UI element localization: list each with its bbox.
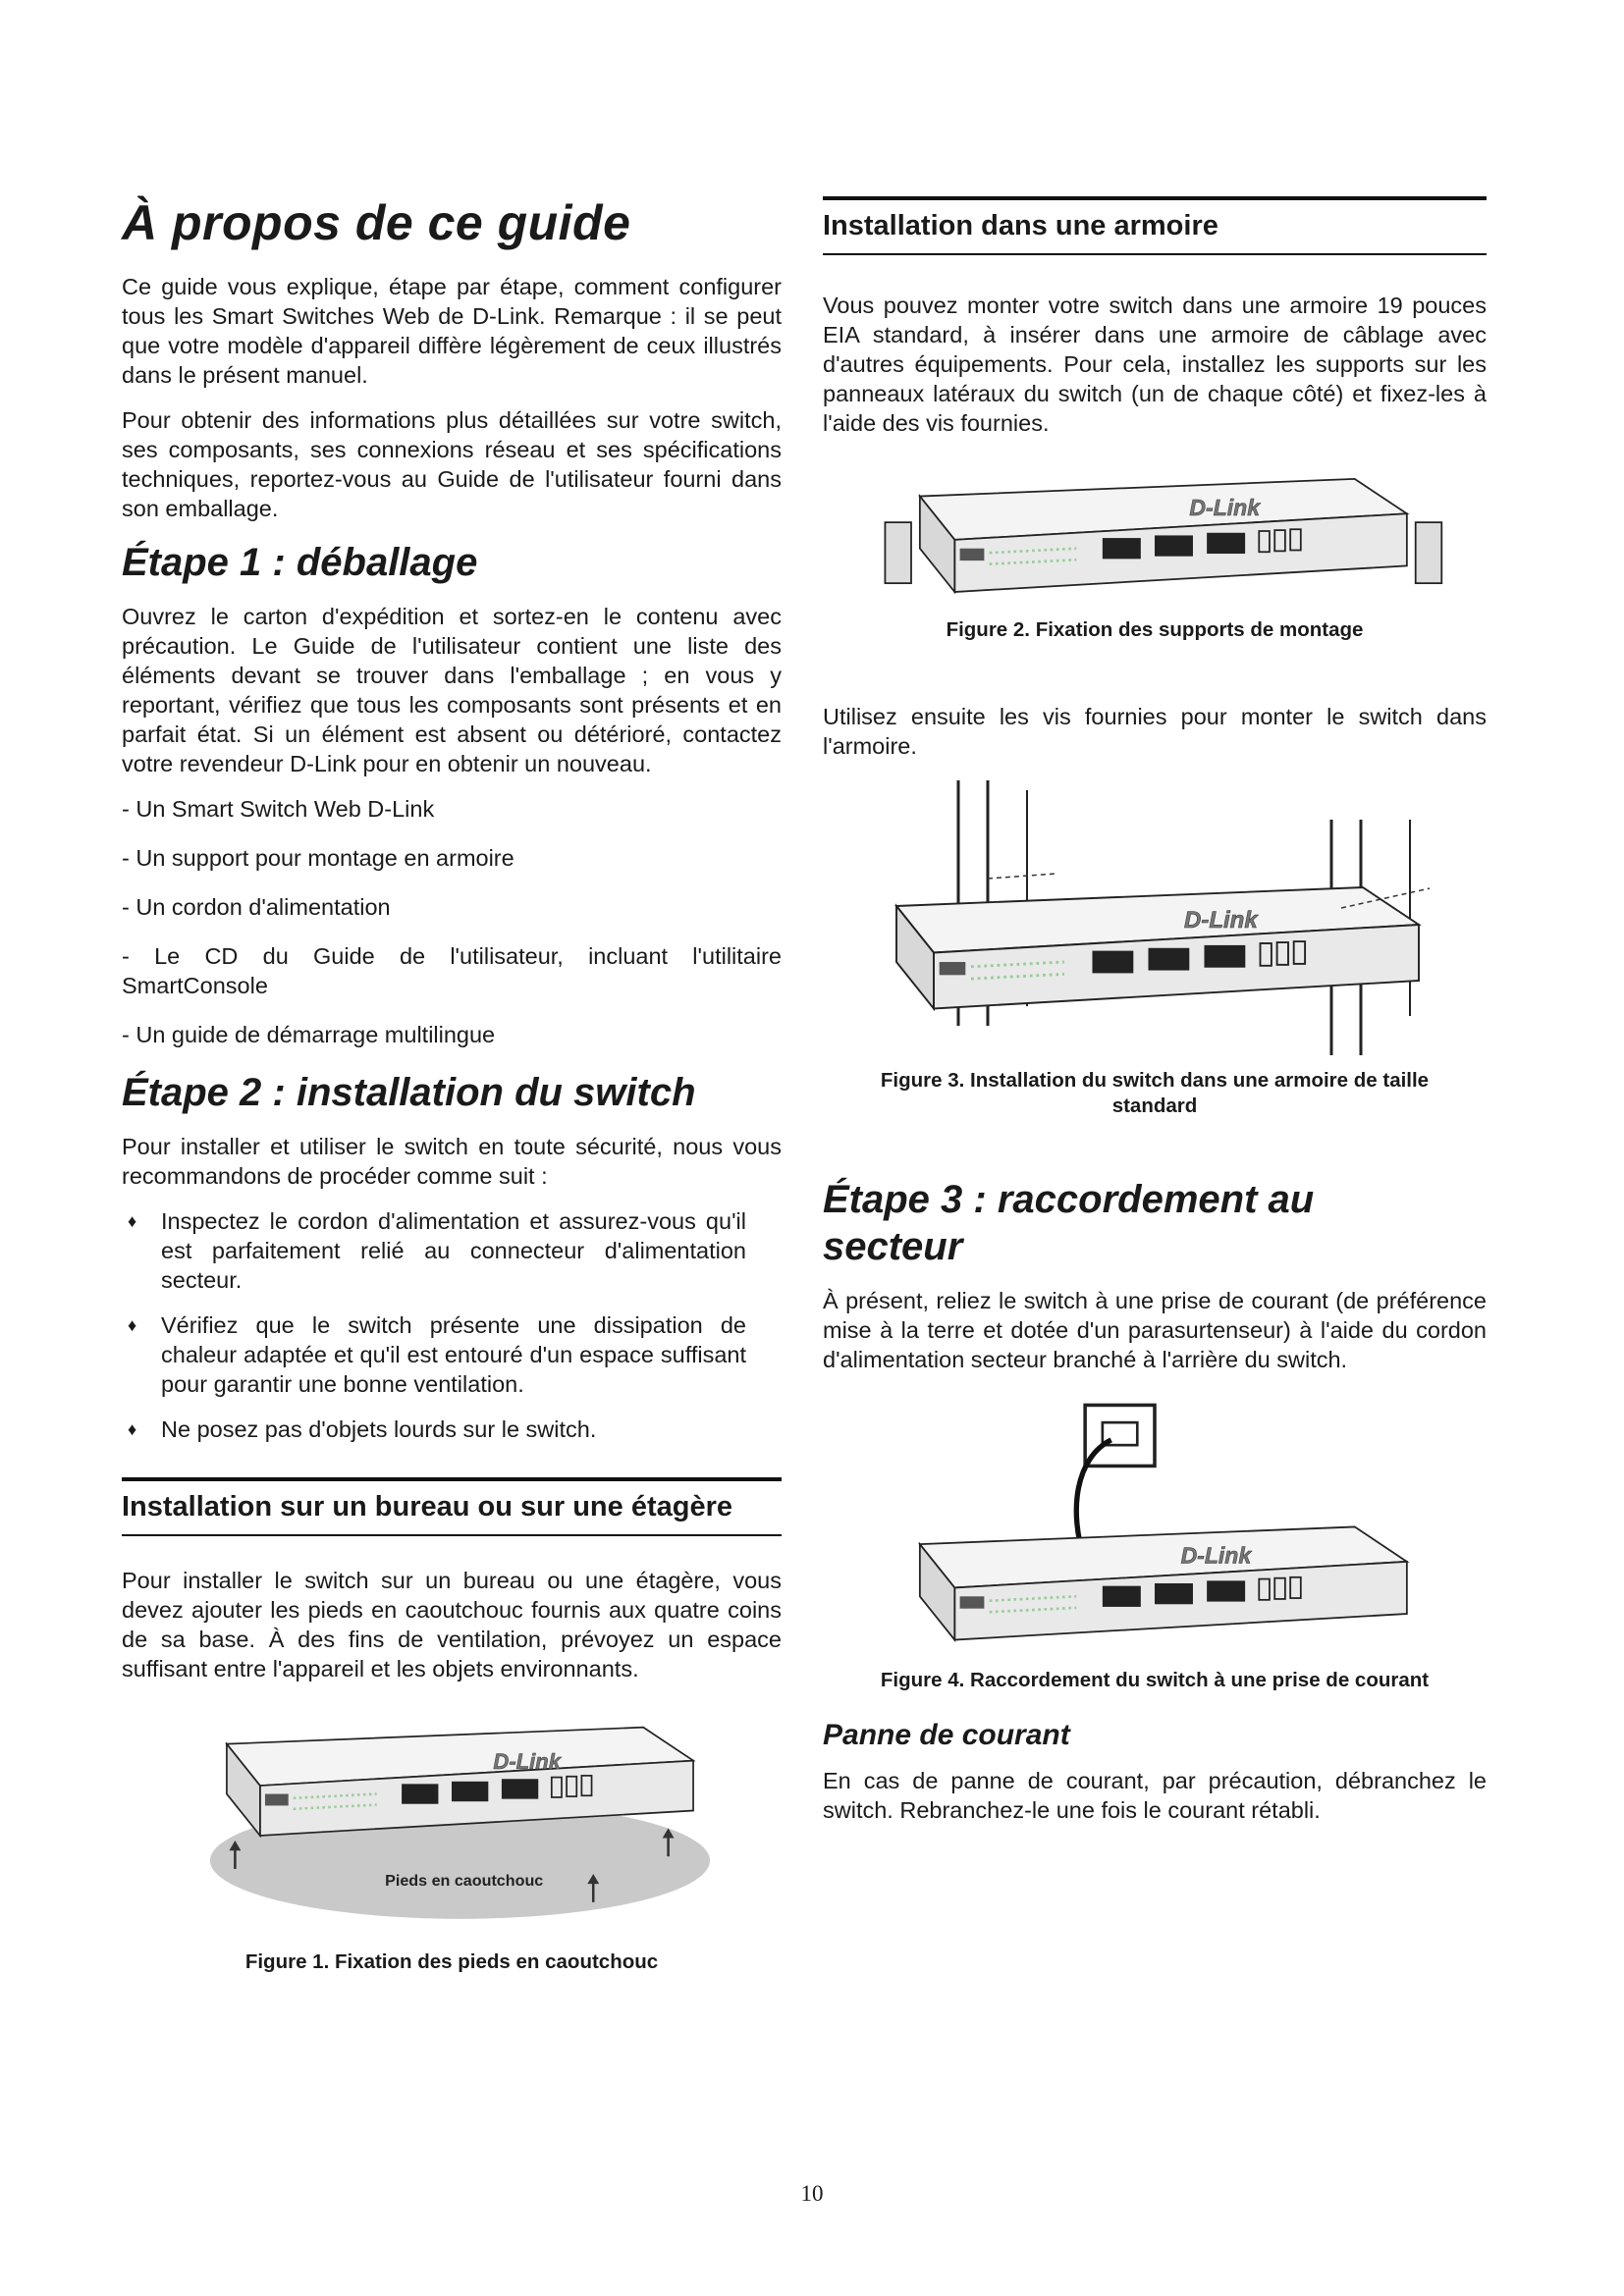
figure-3 (823, 780, 1487, 1119)
package-item: - Un support pour montage en armoire (122, 845, 514, 871)
left-column (122, 196, 782, 1975)
rack-install-paragraph-2: Utilisez ensuite les vis fournies pour monter le switch dans l'armoire. (823, 704, 1487, 759)
figure-1 (122, 1701, 782, 1975)
step3-paragraph: À présent, reliez le switch à une prise de courant (de préférence mise à la terre et dotée d'un parasurtenseur) à l'aide du cordon d'alimentation secteur branché à l'arrière du switch. (823, 1288, 1487, 1372)
power-connection-illustration (850, 1390, 1459, 1655)
rack-install-heading: Installation dans une armoire (823, 196, 1487, 255)
figure-4 (823, 1390, 1487, 1693)
brand-logo: D-Link (1180, 1542, 1252, 1569)
desk-install-heading: Installation sur un bureau ou sur une étagère (122, 1477, 782, 1536)
rack-mount-illustration (860, 780, 1449, 1055)
package-item: - Un Smart Switch Web D-Link (122, 796, 435, 822)
bullet-text: Vérifiez que le switch présente une dissipation de chaleur adaptée et qu'il est entouré d'un espace suffisant pour garantir une bonne ventilation. (161, 1312, 746, 1397)
power-failure-paragraph: En cas de panne de courant, par précaution, débranchez le switch. Rebranchez-le une fois le courant rétabli. (823, 1768, 1487, 1823)
mounting-brackets-illustration (850, 457, 1459, 605)
list-item (122, 1415, 782, 1444)
rack-install-paragraph-1: Vous pouvez monter votre switch dans une armoire 19 pouces EIA standard, à insérer dans une armoire de câblage avec d'autres équipements. Pour cela, installez les supports sur les panneaux latéraux du switch (un de chaque côté) et fixez-les à l'aide des vis fournies. (823, 293, 1487, 436)
figure-1-caption: Figure 1. Fixation des pieds en caoutchouc (244, 1950, 659, 1973)
desk-install-paragraph: Pour installer le switch sur un bureau ou une étagère, vous devez ajouter les pieds en caoutchouc fournis aux quatre coins de sa base. À des fins de ventilation, prévoyez un espace suffisant entre l'appareil et les objets environnants. (122, 1568, 782, 1682)
step1-paragraph: Ouvrez le carton d'expédition et sortez-en le contenu avec précaution. Le Guide de l'utilisateur contient une liste des éléments devant se trouver dans l'emballage ; en vous y reportant, vérifiez que tous les composants sont présents et en parfait état. Si un élément est absent ou détérioré, contactez votre revendeur D-Link pour en obtenir un nouveau. (122, 604, 782, 776)
package-contents-list (122, 794, 782, 1049)
figure-4-caption: Figure 4. Raccordement du switch à une prise de courant (880, 1669, 1430, 1691)
brand-logo: D-Link (493, 1749, 562, 1775)
package-item: - Le CD du Guide de l'utilisateur, incluant l'utilitaire SmartConsole (122, 943, 782, 998)
switch-rubber-feet-illustration (177, 1701, 727, 1937)
list-item (122, 1310, 782, 1399)
intro-paragraph-1: Ce guide vous explique, étape par étape, comment configurer tous les Smart Switches Web de D-Link. Remarque : il se peut que votre modèle d'appareil diffère légèrement de ceux illustrés dans le présent manuel. (122, 274, 782, 388)
step2-title: Étape 2 : installation du switch (122, 1071, 696, 1114)
brand-logo: D-Link (1189, 495, 1261, 521)
power-failure-title: Panne de courant (823, 1719, 1070, 1751)
figure-2-caption: Figure 2. Fixation des supports de montage (946, 618, 1364, 641)
page-title: À propos de ce guide (122, 195, 631, 250)
figure-3-caption: Figure 3. Installation du switch dans une armoire de taille standard (880, 1069, 1430, 1117)
page-number: 10 (800, 2181, 824, 2206)
package-item: - Un guide de démarrage multilingue (122, 1022, 496, 1047)
step1-title: Étape 1 : déballage (122, 541, 478, 584)
diamond-bullet-icon: ♦ (128, 1211, 137, 1231)
figure-2 (823, 457, 1487, 643)
diamond-bullet-icon: ♦ (128, 1419, 137, 1439)
step3-title: Étape 3 : raccordement au secteur (823, 1178, 1315, 1268)
wall-outlet-icon (1085, 1405, 1155, 1466)
safety-bullet-list (122, 1206, 782, 1444)
list-item (122, 1206, 782, 1295)
bullet-text: Inspectez le cordon d'alimentation et assurez-vous qu'il est parfaitement relié au connecteur d'alimentation secteur. (161, 1208, 746, 1293)
intro-paragraph-2: Pour obtenir des informations plus détaillées sur votre switch, ses composants, ses connexions réseau et ses spécifications techniques, reportez-vous au Guide de l'utilisateur fourni dans son emballage. (122, 407, 782, 521)
diamond-bullet-icon: ♦ (128, 1315, 137, 1335)
rubber-feet-label: Pieds en caoutchouc (385, 1871, 544, 1890)
brand-logo: D-Link (1184, 907, 1258, 934)
package-item: - Un cordon d'alimentation (122, 894, 391, 920)
bullet-text: Ne posez pas d'objets lourds sur le switch. (161, 1416, 597, 1442)
right-column (823, 196, 1487, 1841)
step2-paragraph: Pour installer et utiliser le switch en toute sécurité, nous vous recommandons de procéder comme suit : (122, 1134, 782, 1189)
